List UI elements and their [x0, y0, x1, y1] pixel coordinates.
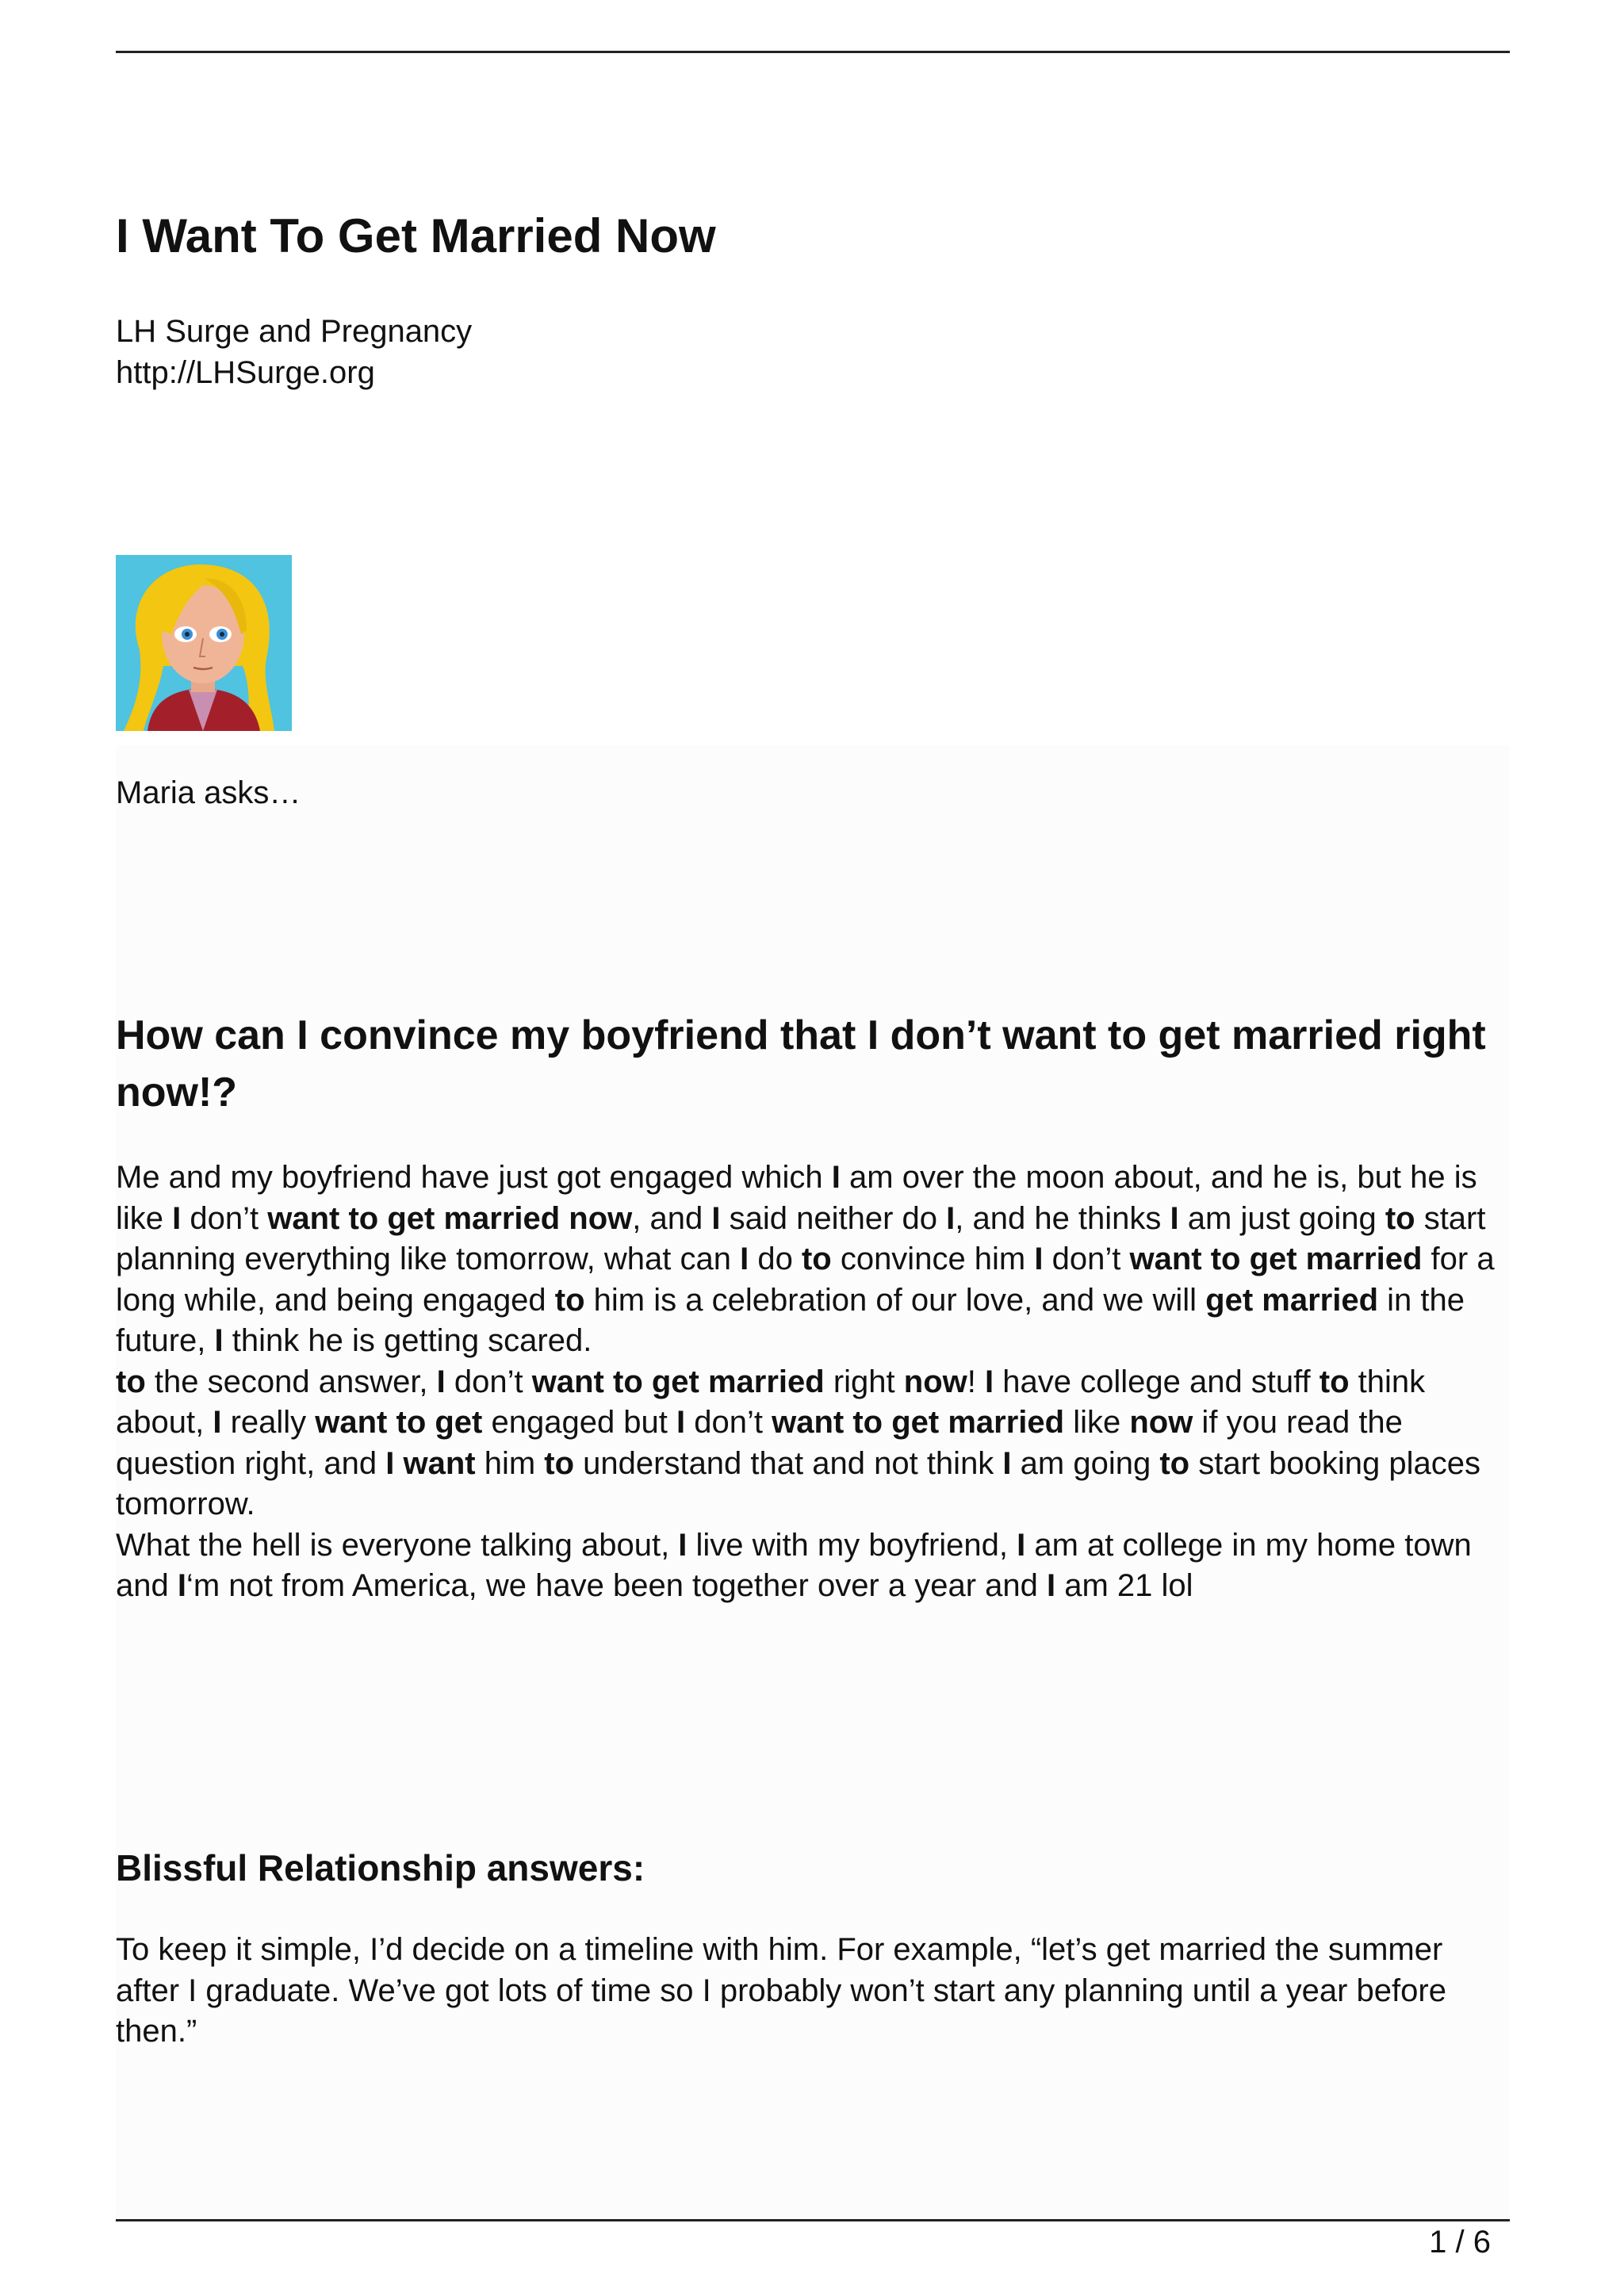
- emphasis-run: I: [1034, 1242, 1044, 1276]
- emphasis-run: want to get: [315, 1405, 483, 1440]
- page-title: I Want To Get Married Now: [116, 209, 716, 262]
- text-run: Me and my boyfriend have just got engaged which: [116, 1160, 832, 1195]
- emphasis-run: I: [740, 1242, 749, 1276]
- question-paragraph: [116, 1362, 1510, 1525]
- emphasis-run: want to get married now: [267, 1200, 633, 1236]
- text-run: , and: [632, 1200, 712, 1236]
- emphasis-run: I: [172, 1200, 182, 1236]
- emphasis-run: I: [177, 1568, 186, 1603]
- emphasis-run: I: [1047, 1568, 1056, 1603]
- text-run: !: [967, 1364, 985, 1399]
- site-name: LH Surge and Pregnancy: [116, 314, 473, 349]
- emphasis-run: I: [831, 1160, 841, 1195]
- footer-rule: [116, 2219, 1510, 2221]
- emphasis-run: to: [1385, 1200, 1415, 1236]
- emphasis-run: to: [116, 1364, 146, 1399]
- emphasis-run: I: [214, 1323, 224, 1358]
- emphasis-run: I: [213, 1405, 222, 1440]
- text-run: What the hell is everyone talking about,: [116, 1527, 679, 1563]
- emphasis-run: to: [554, 1282, 585, 1318]
- emphasis-run: I: [1002, 1445, 1012, 1481]
- question-paragraph: [116, 1525, 1510, 1607]
- page-number: 1 / 6: [1429, 2225, 1491, 2260]
- text-run: really: [221, 1405, 316, 1440]
- emphasis-run: want to get married: [1129, 1242, 1423, 1276]
- text-run: am going: [1011, 1445, 1160, 1481]
- emphasis-run: now: [903, 1364, 967, 1399]
- emphasis-run: to: [1159, 1445, 1190, 1481]
- text-run: am just going: [1178, 1200, 1385, 1236]
- text-run: ‘m not from America, we have been together over a year and: [186, 1568, 1048, 1603]
- emphasis-run: I: [676, 1405, 686, 1440]
- text-run: right: [824, 1364, 904, 1399]
- emphasis-run: I: [436, 1364, 446, 1399]
- answer-body: [116, 1930, 1510, 2053]
- text-run: don’t: [1043, 1242, 1130, 1276]
- question-heading: How can I convince my boyfriend that I don’t want to get married right now!?: [116, 1012, 1486, 1115]
- emphasis-run: I: [946, 1200, 956, 1236]
- emphasis-run: to: [544, 1445, 575, 1481]
- emphasis-run: now: [1129, 1405, 1193, 1440]
- asker-line: Maria asks…: [116, 775, 301, 810]
- text-run: don’t: [181, 1200, 268, 1236]
- text-run: in the future,: [116, 1282, 1465, 1358]
- text-run: for a long while, and being engaged: [116, 1242, 1495, 1318]
- text-run: him: [475, 1445, 545, 1481]
- question-paragraph: [116, 1158, 1510, 1362]
- text-run: don’t: [685, 1405, 772, 1440]
- emphasis-run: I: [1170, 1200, 1179, 1236]
- text-run: the second answer,: [145, 1364, 437, 1399]
- text-run: am over the moon about, and he is, but he is like: [116, 1160, 1477, 1236]
- text-run: have college and stuff: [994, 1364, 1320, 1399]
- header-rule: [116, 51, 1510, 53]
- text-run: engaged but: [482, 1405, 677, 1440]
- emphasis-run: get married: [1205, 1282, 1379, 1318]
- text-run: understand that and not think: [574, 1445, 1003, 1481]
- text-run: start booking places tomorrow.: [116, 1445, 1480, 1521]
- emphasis-run: I want: [385, 1445, 476, 1481]
- emphasis-run: I: [1017, 1527, 1026, 1563]
- answer-paragraph: To keep it simple, I’d decide on a timeline with him. For example, “let’s get married the summer after I graduate. We’ve got lots of time so I probably won’t start any planning until a year before then.”: [116, 1932, 1446, 2049]
- emphasis-run: I: [711, 1200, 721, 1236]
- emphasis-run: want to get married: [531, 1364, 825, 1399]
- text-run: am 21 lol: [1055, 1568, 1193, 1603]
- cartoon-avatar-blonde-icon: [116, 555, 292, 731]
- emphasis-run: I: [984, 1364, 994, 1399]
- answer-heading: Blissful Relationship answers:: [116, 1847, 645, 1888]
- text-run: if you read the question right, and: [116, 1405, 1403, 1481]
- text-run: convince him: [831, 1242, 1035, 1276]
- text-run: said neither do: [720, 1200, 947, 1236]
- text-run: him is a celebration of our love, and we will: [584, 1282, 1206, 1318]
- text-run: think he is getting scared.: [223, 1323, 592, 1358]
- text-run: , and he thinks: [955, 1200, 1170, 1236]
- question-body: [116, 1158, 1510, 1607]
- emphasis-run: to: [1319, 1364, 1350, 1399]
- site-info: [116, 311, 1510, 393]
- text-run: don’t: [445, 1364, 532, 1399]
- text-run: am at college in my home town and: [116, 1527, 1472, 1603]
- emphasis-run: I: [678, 1527, 688, 1563]
- emphasis-run: want to get married: [772, 1405, 1065, 1440]
- text-run: think about,: [116, 1364, 1426, 1440]
- text-run: do: [749, 1242, 802, 1276]
- text-run: live with my boyfriend,: [687, 1527, 1017, 1563]
- site-url[interactable]: http://LHSurge.org: [116, 355, 375, 390]
- text-run: like: [1064, 1405, 1130, 1440]
- emphasis-run: to: [801, 1242, 832, 1276]
- text-run: start planning everything like tomorrow, what can: [116, 1200, 1486, 1276]
